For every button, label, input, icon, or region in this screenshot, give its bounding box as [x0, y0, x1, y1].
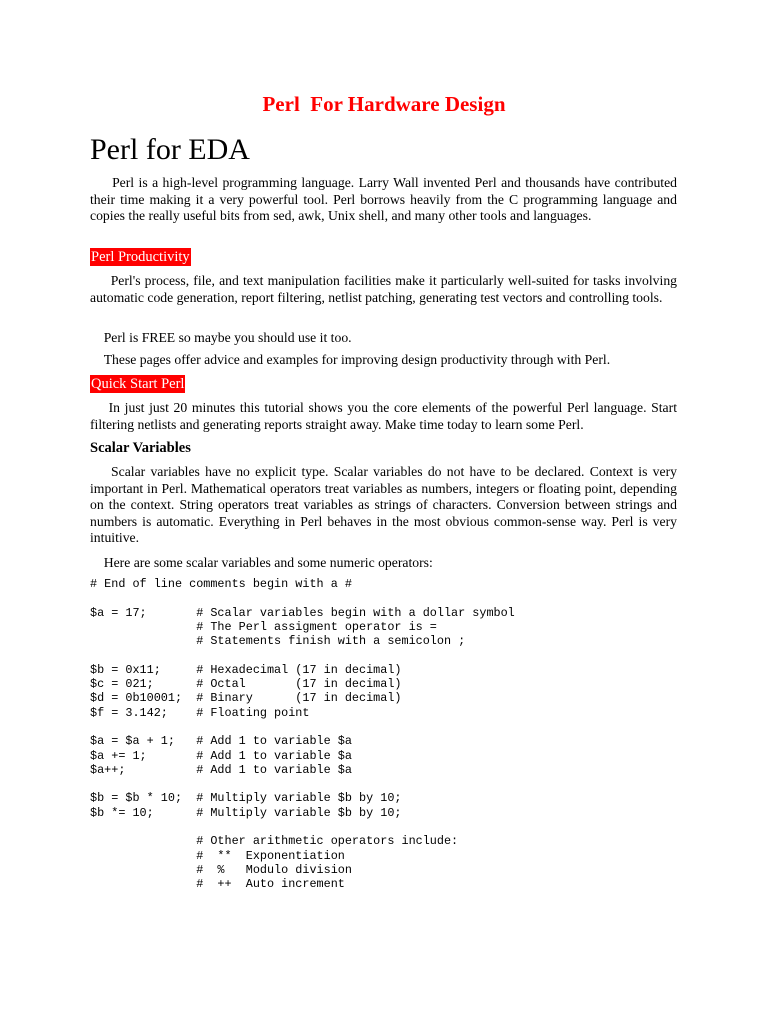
section-heading-perl-productivity: Perl Productivity [91, 249, 190, 265]
productivity-paragraph-2: Perl is FREE so maybe you should use it too. [90, 330, 352, 345]
page-heading: Perl for EDA [90, 133, 250, 166]
section-heading-quick-start-perl: Quick Start Perl [91, 376, 185, 392]
code-block: # End of line comments begin with a # $a = 17; # Scalar variables begin with a dollar symbol # The Perl assigment operator is = # Statements finish with a semicolon ; $b = 0x11; # Hexadecimal (17 in decimal) $c = 021; # Octal (17 in decimal) $d = 0b10001; # Binary (17 in decimal) $f = 3.142; # Floating point $a = $a + 1; # Add 1 to variable $a $a += 1; # Add 1 to variable $a $a++; # Add 1 to variable $a $b = $b * 10; # Multiply variable $b by 10; $b *= 10; # Multiply variable $b by 10; # Other arithmetic operators include: # ** Exponentiation # % Modulo division # ++ Auto increment [90, 577, 515, 892]
quickstart-paragraph: In just just 20 minutes this tutorial shows you the core elements of the powerful Perl language. Start filtering netlists and generating reports straight away. Make time today to learn some Perl. [90, 400, 681, 432]
scalar-paragraph: Scalar variables have no explicit type. Scalar variables do not have to be declared. Context is very important in Perl. Mathematical operators treat variables as numbers, integers or floating point, depending on the context. String operators treat variables as strings of characters. Conversion between strings and numbers is automatic. Everything in Perl behaves in the most obvious common-sense way. Perl is very intuitive. [90, 464, 681, 545]
productivity-paragraph-1: Perl's process, file, and text manipulation facilities make it particularly well-suited for tasks involving automatic code generation, report filtering, netlist patching, generating test vectors and controlling tools. [90, 273, 681, 305]
productivity-paragraph-3: These pages offer advice and examples for improving design productivity through with Perl. [90, 352, 611, 367]
document-title: Perl For Hardware Design [262, 92, 506, 116]
intro-paragraph: Perl is a high-level programming language. Larry Wall invented Perl and thousands have contributed their time making it a very powerful tool. Perl borrows heavily from the C programming language and copies the really useful bits from sed, awk, Unix shell, and many other tools and languages. [90, 175, 681, 223]
section-heading-scalar-variables: Scalar Variables [90, 440, 191, 456]
scalar-intro-paragraph: Here are some scalar variables and some numeric operators: [90, 555, 433, 570]
